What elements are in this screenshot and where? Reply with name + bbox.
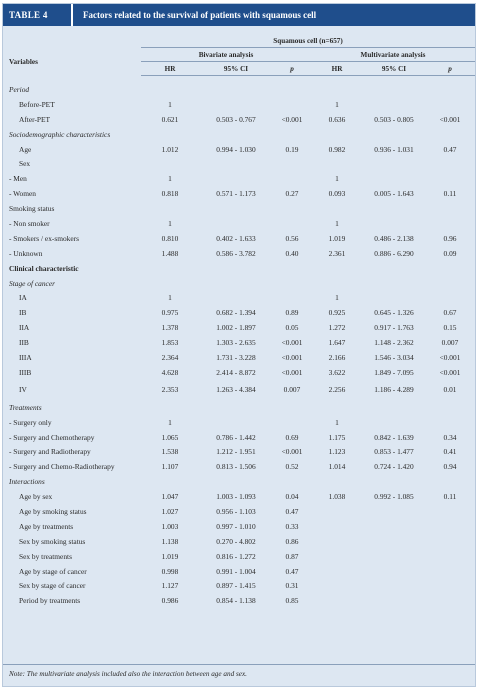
cell-p-bivariate: 0.52 — [285, 462, 299, 472]
cell-ci-bivariate: 1.002 - 1.897 — [216, 323, 256, 333]
cell-ci-bivariate: 0.997 - 1.010 — [216, 521, 256, 531]
row-label: Sex by smoking status — [19, 536, 86, 546]
row-label: IIIA — [19, 352, 32, 362]
cell-hr-multivariate — [311, 400, 363, 415]
table-row — [3, 112, 475, 127]
cell-ci-multivariate — [363, 474, 425, 489]
row-label: - Surgery and Chemotherapy — [9, 432, 95, 442]
cell-p-bivariate — [273, 261, 311, 276]
cell-ci-multivariate — [363, 549, 425, 564]
cell-p-bivariate — [273, 82, 311, 97]
cell-p-multivariate: 0.41 — [443, 447, 457, 457]
row-label: Sociodemographic characteristics — [9, 129, 111, 139]
table-row — [3, 415, 475, 430]
cell-hr-multivariate — [311, 82, 363, 97]
cell-ci-multivariate: 1.186 - 4.289 — [374, 385, 414, 395]
cell-ci-bivariate — [199, 216, 273, 231]
row-label: Age by stage of cancer — [19, 566, 87, 576]
cell-p-multivariate — [425, 504, 475, 519]
table-row — [3, 400, 475, 415]
cell-hr-multivariate: 1 — [335, 99, 339, 109]
cell-hr-multivariate: 2.361 — [328, 248, 346, 258]
cell-p-bivariate: 0.86 — [285, 536, 299, 546]
cell-p-multivariate: 0.34 — [443, 432, 457, 442]
cell-ci-bivariate — [199, 127, 273, 142]
cell-ci-multivariate — [363, 593, 425, 608]
results-table — [3, 34, 475, 608]
cell-p-bivariate: 0.89 — [285, 308, 299, 318]
cell-ci-multivariate — [363, 276, 425, 291]
cell-hr-bivariate: 1.138 — [161, 536, 179, 546]
cell-p-multivariate — [425, 400, 475, 415]
cell-hr-bivariate — [141, 156, 199, 171]
cell-p-multivariate: 0.15 — [443, 323, 457, 333]
cell-p-bivariate: 0.47 — [285, 566, 299, 576]
cell-p-multivariate: <0.001 — [439, 114, 461, 124]
cell-ci-multivariate: 0.853 - 1.477 — [374, 447, 414, 457]
cell-ci-multivariate — [363, 82, 425, 97]
cell-ci-bivariate — [199, 415, 273, 430]
row-label: Age — [19, 144, 32, 154]
row-label: Period by treatments — [19, 596, 81, 606]
row-label: Stage of cancer — [9, 278, 55, 288]
cell-hr-bivariate — [141, 201, 199, 216]
cell-p-bivariate: 0.05 — [285, 323, 299, 333]
cell-ci-bivariate: 0.682 - 1.394 — [216, 308, 256, 318]
cell-p-bivariate: 0.007 — [283, 385, 301, 395]
table-row — [3, 534, 475, 549]
cell-ci-multivariate — [363, 564, 425, 579]
cell-ci-bivariate — [199, 171, 273, 186]
cell-ci-bivariate: 1.263 - 4.384 — [216, 385, 256, 395]
cell-hr-multivariate: 1 — [335, 293, 339, 303]
cell-p-bivariate — [273, 97, 311, 112]
row-label: Interactions — [9, 477, 45, 487]
cell-hr-multivariate: 1.019 — [328, 233, 346, 243]
cell-p-multivariate — [425, 127, 475, 142]
row-label: - Unknown — [9, 248, 43, 258]
cell-ci-bivariate — [199, 474, 273, 489]
row-label: IIB — [19, 338, 29, 348]
row-label: IV — [19, 385, 27, 395]
cell-ci-multivariate — [363, 171, 425, 186]
cell-hr-multivariate: 2.256 — [328, 385, 346, 395]
cell-hr-multivariate: 1 — [335, 417, 339, 427]
table-caption: Factors related to the survival of patients with squamous cell — [83, 10, 317, 20]
row-label: Treatments — [9, 402, 42, 412]
cell-hr-bivariate: 1.853 — [161, 338, 179, 348]
cell-ci-multivariate — [363, 415, 425, 430]
table-row — [3, 474, 475, 489]
cell-p-multivariate — [425, 216, 475, 231]
cell-ci-multivariate: 0.842 - 1.639 — [374, 432, 414, 442]
cell-p-bivariate — [273, 400, 311, 415]
cell-p-bivariate: 0.19 — [285, 144, 299, 154]
cell-p-bivariate: 0.47 — [285, 506, 299, 516]
cell-p-bivariate — [273, 156, 311, 171]
cell-hr-bivariate: 0.998 — [161, 566, 179, 576]
row-label: Age by treatments — [19, 521, 74, 531]
multivariate-heading: Multivariate analysis — [311, 48, 475, 62]
cell-ci-bivariate: 0.402 - 1.633 — [216, 233, 256, 243]
table-row — [3, 156, 475, 171]
cell-p-multivariate: 0.96 — [443, 233, 457, 243]
cell-ci-bivariate: 0.897 - 1.415 — [216, 581, 256, 591]
cell-p-bivariate: <0.001 — [281, 447, 303, 457]
cell-hr-bivariate — [141, 276, 199, 291]
cell-ci-bivariate: 0.956 - 1.103 — [216, 506, 256, 516]
cell-hr-multivariate: 1.038 — [328, 492, 346, 502]
table-row — [3, 171, 475, 186]
cell-ci-bivariate — [199, 290, 273, 305]
cell-hr-bivariate: 1 — [168, 293, 172, 303]
cell-hr-bivariate: 1.127 — [161, 581, 179, 591]
row-label: Sex by stage of cancer — [19, 581, 86, 591]
cell-ci-bivariate: 0.571 - 1.173 — [216, 189, 256, 199]
cell-ci-multivariate: 0.936 - 1.031 — [374, 144, 414, 154]
table-row — [3, 246, 475, 261]
table-row — [3, 290, 475, 305]
cell-hr-multivariate — [311, 593, 363, 608]
cell-hr-bivariate — [141, 82, 199, 97]
cell-p-bivariate: 0.69 — [285, 432, 299, 442]
table-row — [3, 261, 475, 276]
cell-hr-multivariate: 0.925 — [328, 308, 346, 318]
cell-hr-bivariate: 0.975 — [161, 308, 179, 318]
cell-hr-multivariate: 1.647 — [328, 338, 346, 348]
table-row — [3, 593, 475, 608]
cell-p-multivariate: 0.11 — [443, 492, 457, 502]
cell-hr-bivariate: 1.003 — [161, 521, 179, 531]
cell-ci-bivariate: 2.414 - 8.872 — [216, 367, 256, 377]
cell-hr-bivariate: 0.986 — [161, 596, 179, 606]
cell-p-bivariate — [273, 171, 311, 186]
cell-p-multivariate: 0.01 — [443, 385, 457, 395]
cell-hr-multivariate — [311, 564, 363, 579]
row-label: Smoking status — [9, 204, 55, 214]
cell-hr-bivariate: 1 — [168, 218, 172, 228]
cell-p-bivariate — [273, 276, 311, 291]
cell-p-bivariate: 0.40 — [285, 248, 299, 258]
table-row — [3, 489, 475, 504]
cell-hr-bivariate: 1 — [168, 174, 172, 184]
table-row — [3, 564, 475, 579]
cell-hr-bivariate: 1 — [168, 99, 172, 109]
cell-ci-bivariate: 1.731 - 3.228 — [216, 352, 256, 362]
cell-p-multivariate — [425, 415, 475, 430]
p-heading-multivariate: p — [425, 62, 475, 76]
cell-hr-multivariate — [311, 127, 363, 142]
table-row — [3, 186, 475, 201]
cell-hr-multivariate — [311, 579, 363, 594]
cell-p-bivariate: 0.85 — [285, 596, 299, 606]
cell-p-bivariate: <0.001 — [281, 114, 303, 124]
cell-ci-multivariate: 1.546 - 3.034 — [374, 352, 414, 362]
cell-hr-multivariate — [311, 504, 363, 519]
row-label: - Surgery and Chemo-Radiotherapy — [9, 462, 115, 472]
cell-ci-bivariate: 1.003 - 1.093 — [216, 492, 256, 502]
cell-ci-multivariate — [363, 579, 425, 594]
table-header-bar — [3, 4, 475, 26]
table-row — [3, 97, 475, 112]
cell-p-multivariate: 0.09 — [443, 248, 457, 258]
cell-ci-multivariate: 0.005 - 1.643 — [374, 189, 414, 199]
table-row — [3, 430, 475, 445]
table-frame — [2, 3, 476, 687]
cell-ci-bivariate: 0.786 - 1.442 — [216, 432, 256, 442]
cell-hr-multivariate: 0.982 — [328, 144, 346, 154]
ci-heading-multivariate: 95% CI — [363, 62, 425, 76]
cell-ci-bivariate: 1.303 - 2.635 — [216, 338, 256, 348]
table-row — [3, 335, 475, 350]
cell-p-multivariate: 0.94 — [443, 462, 457, 472]
cell-ci-bivariate — [199, 156, 273, 171]
cell-hr-bivariate — [141, 400, 199, 415]
table-row — [3, 305, 475, 320]
cell-p-multivariate — [425, 171, 475, 186]
cell-ci-multivariate — [363, 519, 425, 534]
cell-p-bivariate: <0.001 — [281, 352, 303, 362]
cell-hr-multivariate: 1.014 — [328, 462, 346, 472]
cell-p-multivariate: <0.001 — [439, 352, 461, 362]
header-divider — [71, 4, 73, 26]
row-label: Before-PET — [19, 99, 55, 109]
cell-p-bivariate — [273, 474, 311, 489]
cell-hr-multivariate: 2.166 — [328, 352, 346, 362]
cell-ci-multivariate: 0.992 - 1.085 — [374, 492, 414, 502]
cell-hr-bivariate — [141, 474, 199, 489]
cell-hr-bivariate: 0.818 — [161, 189, 179, 199]
cell-p-bivariate: <0.001 — [281, 367, 303, 377]
cell-ci-multivariate — [363, 290, 425, 305]
cell-p-multivariate — [425, 156, 475, 171]
cell-p-multivariate: <0.001 — [439, 367, 461, 377]
cell-ci-bivariate: 0.813 - 1.506 — [216, 462, 256, 472]
cell-p-multivariate — [425, 97, 475, 112]
row-label: IIA — [19, 323, 30, 333]
cell-hr-bivariate: 1.012 — [161, 144, 179, 154]
cell-ci-bivariate: 0.994 - 1.030 — [216, 144, 256, 154]
cell-p-multivariate — [425, 534, 475, 549]
cell-p-multivariate — [425, 549, 475, 564]
cell-hr-multivariate: 1.123 — [328, 447, 346, 457]
cell-p-bivariate — [273, 216, 311, 231]
row-label: Age by sex — [19, 492, 53, 502]
cell-p-bivariate: 0.33 — [285, 521, 299, 531]
cell-hr-bivariate: 1.047 — [161, 492, 179, 502]
cell-p-bivariate: <0.001 — [281, 338, 303, 348]
table-row — [3, 459, 475, 474]
squamous-heading: Squamous cell (n=657) — [141, 34, 475, 48]
cell-ci-bivariate — [199, 201, 273, 216]
cell-hr-multivariate — [311, 549, 363, 564]
variables-heading: Variables — [9, 57, 38, 66]
cell-hr-multivariate: 1.175 — [328, 432, 346, 442]
cell-ci-bivariate: 1.212 - 1.951 — [216, 447, 256, 457]
table-row — [3, 127, 475, 142]
table-row — [3, 276, 475, 291]
cell-ci-multivariate: 1.148 - 2.362 — [374, 338, 414, 348]
row-label: IB — [19, 308, 27, 318]
cell-hr-multivariate — [311, 534, 363, 549]
cell-hr-multivariate: 1 — [335, 218, 339, 228]
hr-heading-bivariate: HR — [141, 62, 199, 76]
cell-hr-multivariate — [311, 519, 363, 534]
table-row — [3, 231, 475, 246]
cell-hr-multivariate: 3.622 — [328, 367, 346, 377]
table-row — [3, 320, 475, 335]
cell-hr-bivariate: 2.364 — [161, 352, 179, 362]
cell-p-multivariate — [425, 579, 475, 594]
cell-p-multivariate — [425, 593, 475, 608]
cell-p-bivariate — [273, 127, 311, 142]
cell-p-multivariate — [425, 201, 475, 216]
cell-hr-bivariate: 1 — [168, 417, 172, 427]
cell-hr-bivariate: 1.107 — [161, 462, 179, 472]
cell-ci-bivariate: 0.586 - 3.782 — [216, 248, 256, 258]
cell-ci-multivariate — [363, 216, 425, 231]
table-number: TABLE 4 — [9, 10, 48, 20]
table-row — [3, 519, 475, 534]
cell-p-bivariate: 0.04 — [285, 492, 299, 502]
cell-p-multivariate: 0.67 — [443, 308, 457, 318]
row-label: Period — [9, 84, 30, 94]
cell-p-multivariate — [425, 519, 475, 534]
cell-ci-multivariate — [363, 534, 425, 549]
cell-hr-multivariate — [311, 474, 363, 489]
ci-heading-bivariate: 95% CI — [199, 62, 273, 76]
table-row — [3, 201, 475, 216]
cell-ci-multivariate — [363, 504, 425, 519]
cell-hr-bivariate — [141, 127, 199, 142]
cell-hr-multivariate: 1.272 — [328, 323, 346, 333]
cell-hr-multivariate — [311, 261, 363, 276]
cell-ci-multivariate: 0.724 - 1.420 — [374, 462, 414, 472]
cell-p-multivariate — [425, 82, 475, 97]
cell-ci-multivariate — [363, 400, 425, 415]
cell-ci-multivariate: 0.645 - 1.326 — [374, 308, 414, 318]
cell-p-bivariate: 0.56 — [285, 233, 299, 243]
cell-p-multivariate — [425, 564, 475, 579]
row-label: Sex — [19, 159, 31, 169]
row-label: Sex by treatments — [19, 551, 72, 561]
row-label: - Surgery and Radiotherapy — [9, 447, 91, 457]
table-note: Note: The multivariate analysis included also the interaction between age and sex. — [3, 664, 475, 678]
cell-ci-bivariate — [199, 400, 273, 415]
cell-hr-bivariate: 4.628 — [161, 367, 179, 377]
row-label: - Non smoker — [9, 218, 50, 228]
table-row — [3, 549, 475, 564]
bivariate-heading: Bivariate analysis — [141, 48, 311, 62]
cell-ci-multivariate — [363, 97, 425, 112]
cell-ci-multivariate: 0.486 - 2.138 — [374, 233, 414, 243]
table-row — [3, 504, 475, 519]
cell-ci-multivariate — [363, 156, 425, 171]
row-label: - Surgery only — [9, 417, 52, 427]
cell-ci-bivariate: 0.503 - 0.767 — [216, 114, 256, 124]
cell-p-multivariate — [425, 261, 475, 276]
cell-hr-multivariate: 0.093 — [328, 189, 346, 199]
table-row — [3, 216, 475, 231]
row-label: - Women — [9, 189, 36, 199]
cell-ci-multivariate: 0.503 - 0.805 — [374, 114, 414, 124]
cell-ci-bivariate: 0.854 - 1.138 — [216, 596, 256, 606]
cell-ci-bivariate: 0.270 - 4.802 — [216, 536, 256, 546]
cell-hr-bivariate: 1.488 — [161, 248, 179, 258]
cell-p-bivariate: 0.31 — [285, 581, 299, 591]
cell-hr-bivariate: 1.378 — [161, 323, 179, 333]
cell-p-bivariate: 0.87 — [285, 551, 299, 561]
cell-ci-multivariate — [363, 201, 425, 216]
cell-hr-multivariate — [311, 201, 363, 216]
cell-p-bivariate — [273, 290, 311, 305]
cell-hr-multivariate: 1 — [335, 174, 339, 184]
table-row — [3, 142, 475, 157]
table-row — [3, 444, 475, 459]
cell-p-bivariate — [273, 201, 311, 216]
cell-hr-multivariate — [311, 156, 363, 171]
cell-hr-bivariate: 0.810 — [161, 233, 179, 243]
table-row — [3, 365, 475, 380]
cell-hr-multivariate — [311, 276, 363, 291]
cell-ci-multivariate: 1.849 - 7.095 — [374, 367, 414, 377]
cell-ci-bivariate — [199, 82, 273, 97]
cell-p-multivariate: 0.007 — [441, 338, 459, 348]
cell-hr-bivariate — [141, 261, 199, 276]
cell-hr-bivariate: 2.353 — [161, 385, 179, 395]
row-label: IA — [19, 293, 27, 303]
table-row — [3, 380, 475, 400]
row-label: - Smokers / ex-smokers — [9, 233, 79, 243]
row-label: After-PET — [19, 114, 51, 124]
cell-ci-multivariate: 0.917 - 1.763 — [374, 323, 414, 333]
row-label: IIIB — [19, 367, 32, 377]
cell-p-multivariate: 0.47 — [443, 144, 457, 154]
row-label: Clinical characteristic — [9, 263, 79, 273]
cell-hr-multivariate: 0.636 — [328, 114, 346, 124]
cell-p-multivariate — [425, 290, 475, 305]
cell-p-multivariate: 0.11 — [443, 189, 457, 199]
cell-hr-bivariate: 0.621 — [161, 114, 179, 124]
cell-ci-bivariate: 0.816 - 1.272 — [216, 551, 256, 561]
cell-p-multivariate — [425, 276, 475, 291]
header-row-2 — [3, 48, 475, 62]
hr-heading-multivariate: HR — [311, 62, 363, 76]
cell-ci-multivariate — [363, 261, 425, 276]
cell-hr-bivariate: 1.065 — [161, 432, 179, 442]
p-heading-bivariate: p — [273, 62, 311, 76]
cell-hr-bivariate: 1.538 — [161, 447, 179, 457]
header-row-1 — [3, 34, 475, 48]
cell-hr-bivariate: 1.019 — [161, 551, 179, 561]
table-row — [3, 579, 475, 594]
cell-ci-bivariate — [199, 261, 273, 276]
table-row — [3, 82, 475, 97]
cell-ci-multivariate — [363, 127, 425, 142]
row-label: - Men — [9, 174, 27, 184]
cell-ci-bivariate — [199, 276, 273, 291]
cell-ci-multivariate: 0.886 - 6.290 — [374, 248, 414, 258]
cell-hr-bivariate: 1.027 — [161, 506, 179, 516]
row-label: Age by smoking status — [19, 506, 87, 516]
cell-ci-bivariate — [199, 97, 273, 112]
cell-p-multivariate — [425, 474, 475, 489]
cell-ci-bivariate: 0.991 - 1.004 — [216, 566, 256, 576]
cell-p-bivariate — [273, 415, 311, 430]
cell-p-bivariate: 0.27 — [285, 189, 299, 199]
table-row — [3, 350, 475, 365]
